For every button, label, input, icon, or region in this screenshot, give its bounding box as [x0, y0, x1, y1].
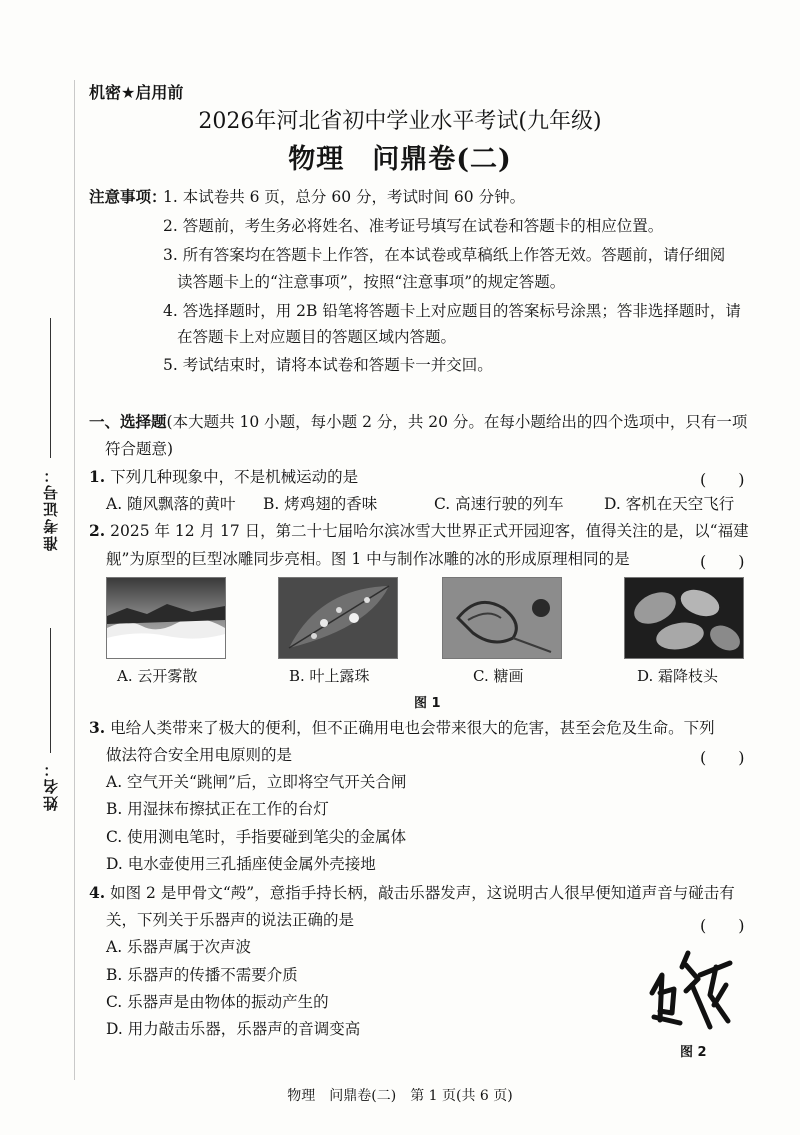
q2-answer-bracket: ( )	[700, 552, 745, 571]
section-heading	[89, 412, 747, 432]
photo-frost-branch	[624, 577, 744, 659]
oracle-bone-character-figure	[640, 945, 740, 1040]
q4-option-a: A. 乐器声属于次声波	[106, 938, 252, 956]
notice-line-3: 3. 所有答案均在答题卡上作答，在本试卷或草稿纸上作答无效。答题前，请仔细阅	[163, 246, 726, 264]
notice-label: 注意事项：	[89, 187, 167, 206]
notice-line-1: 1. 本试卷共 6 页，总分 60 分，考试时间 60 分钟。	[163, 188, 526, 206]
page-footer: 物理 问鼎卷(二) 第 1 页(共 6 页)	[287, 1088, 513, 1104]
q1-stem: 下列几种现象中，不是机械运动的是	[110, 468, 359, 486]
q1-answer-bracket: ( )	[700, 470, 745, 489]
exam-number-label: 准考证号：	[42, 466, 60, 551]
notice-line-2: 2. 答题前，考生务必将姓名、准考证号填写在试卷和答题卡的相应位置。	[163, 217, 664, 235]
q3-answer-bracket: ( )	[700, 748, 745, 767]
figure-1-label: 图 1	[414, 696, 441, 711]
notice-line-4b: 在答题卡上对应题目的答题区域内答题。	[177, 328, 457, 346]
q2-caption-c: C. 糖画	[473, 667, 524, 685]
binding-rule	[74, 80, 75, 1080]
question-4	[89, 883, 735, 903]
section-desc-1: (本大题共 10 小题，每小题 2 分，共 20 分。在每小题给出的四个选项中，只有一项	[166, 413, 748, 431]
notice-line-3b: 读答题卡上的“注意事项”，按照“注意事项”的规定答题。	[177, 273, 566, 291]
name-label: 姓名：	[42, 760, 60, 811]
q4-stem-1: 如图 2 是甲骨文“殸”，意指手持长柄，敲击乐器发声，这说明古人很早便知道声音与碰击有	[110, 884, 735, 902]
q3-stem-1: 电给人类带来了极大的便利，但不正确用电也会带来很大的危害，甚至会危及生命。下列	[110, 719, 715, 737]
q3-number: 3.	[89, 718, 106, 737]
question-3	[89, 718, 715, 738]
q1-option-b: B. 烤鸡翅的香味	[263, 495, 378, 513]
q3-option-b: B. 用湿抹布擦拭正在工作的台灯	[106, 800, 329, 818]
question-2	[89, 521, 749, 541]
q3-option-a: A. 空气开关“跳闸”后，立即将空气开关合闸	[106, 773, 407, 791]
q4-answer-bracket: ( )	[700, 916, 745, 935]
exam-title: 2026年河北省初中学业水平考试(九年级)	[198, 109, 602, 134]
photo-dew-leaf	[278, 577, 398, 659]
q1-option-c: C. 高速行驶的列车	[434, 495, 564, 513]
photo-clouds-fog	[106, 577, 226, 659]
q4-option-c: C. 乐器声是由物体的振动产生的	[106, 993, 329, 1011]
subject-title: 物理 问鼎卷(二)	[288, 144, 512, 175]
q2-caption-d: D. 霜降枝头	[637, 667, 719, 685]
q4-stem-2: 关，下列关于乐器声的说法正确的是	[106, 911, 355, 929]
q4-number: 4.	[89, 883, 106, 902]
q3-option-d: D. 电水壶使用三孔插座使金属外壳接地	[106, 855, 376, 873]
q3-stem-2: 做法符合安全用电原则的是	[106, 746, 293, 764]
q2-number: 2.	[89, 521, 106, 540]
q4-option-d: D. 用力敲击乐器，乐器声的音调变高	[106, 1020, 361, 1038]
q2-caption-b: B. 叶上露珠	[289, 667, 370, 685]
q1-option-a: A. 随风飘落的黄叶	[106, 495, 236, 513]
notice-line-5: 5. 考试结束时，请将本试卷和答题卡一并交回。	[163, 356, 493, 374]
question-1	[89, 467, 358, 487]
name-line	[50, 628, 51, 753]
q4-option-b: B. 乐器声的传播不需要介质	[106, 966, 298, 984]
q1-option-d: D. 客机在天空飞行	[604, 495, 735, 513]
q2-stem-2: 舰”为原型的巨型冰雕同步亮相。图 1 中与制作冰雕的冰的形成原理相同的是	[106, 550, 630, 568]
confidential-mark: 机密★启用前	[89, 83, 184, 102]
section-title: 一、选择题	[89, 412, 167, 431]
exam-number-line	[50, 318, 51, 458]
q2-stem-1: 2025 年 12 月 17 日，第二十七届哈尔滨冰雪大世界正式开园迎客，值得关注的是，以“福建	[110, 522, 749, 540]
q3-option-c: C. 使用测电笔时，手指要碰到笔尖的金属体	[106, 828, 407, 846]
photo-sugar-painting	[442, 577, 562, 659]
notice-line-4: 4. 答选择题时，用 2B 铅笔将答题卡上对应题目的答案标号涂黑；答非选择题时，请	[163, 302, 741, 320]
figure-2-label: 图 2	[680, 1045, 707, 1060]
q2-caption-a: A. 云开雾散	[117, 667, 198, 685]
section-desc-2: 符合题意)	[105, 440, 174, 458]
q1-number: 1.	[89, 467, 106, 486]
